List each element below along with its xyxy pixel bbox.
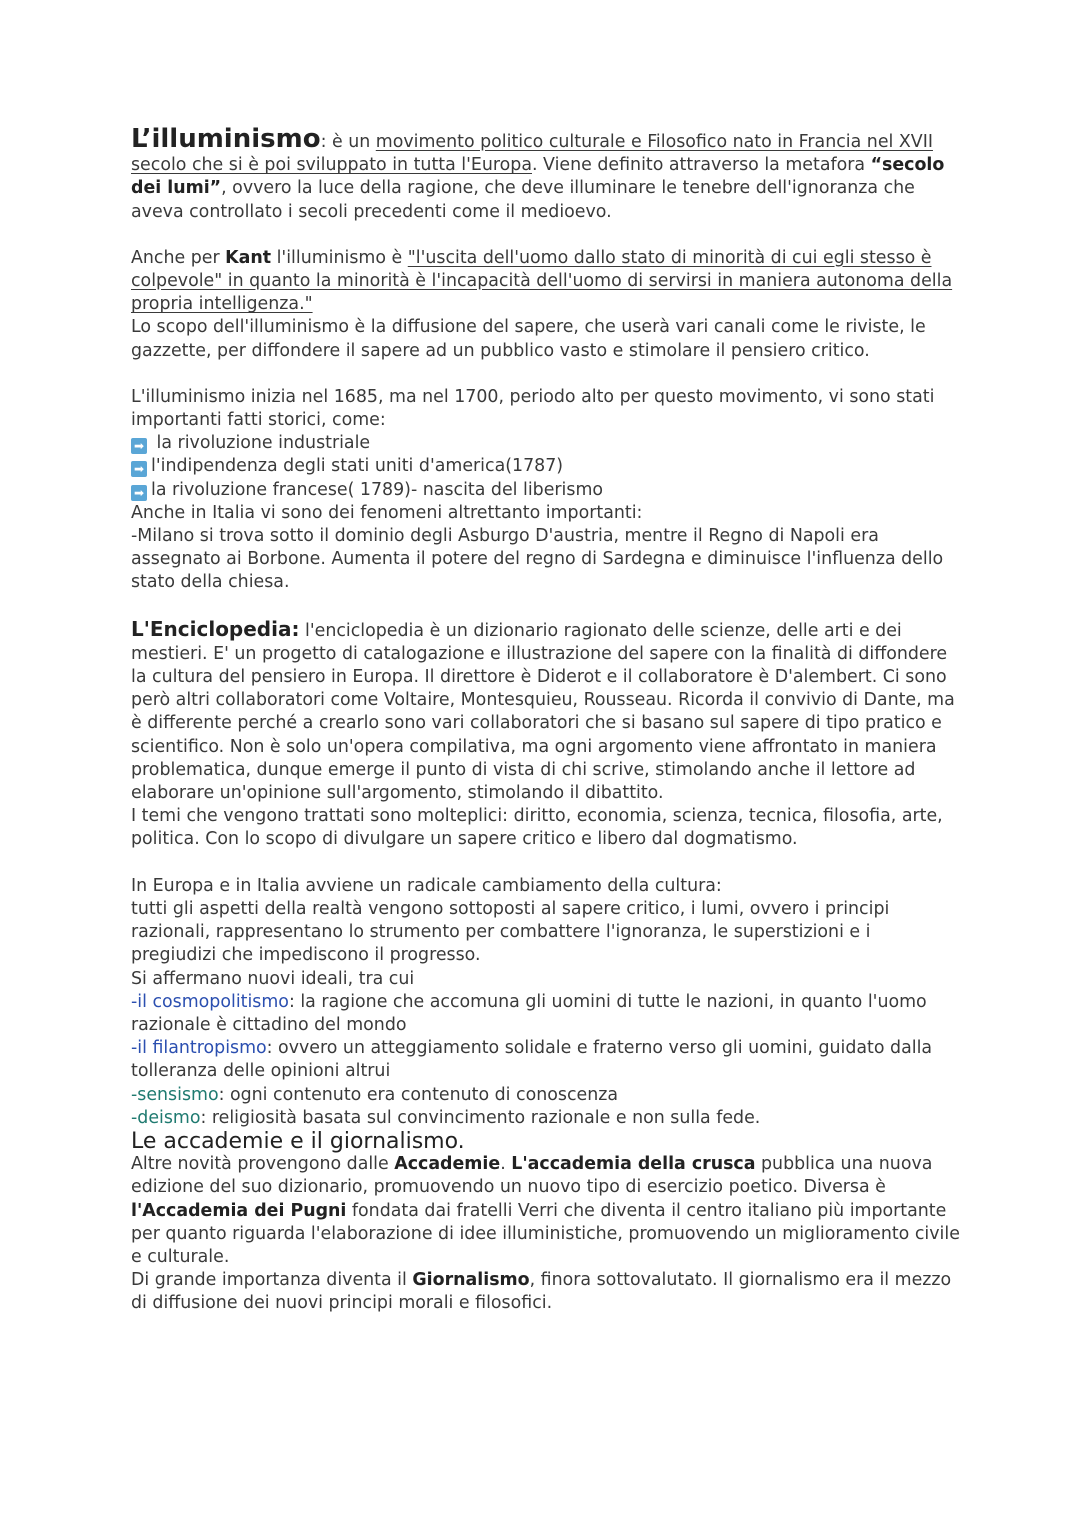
bold-term: Accademie xyxy=(394,1154,501,1175)
ideal-term: -il filantropismo xyxy=(131,1038,267,1059)
paragraph-ideali: Si affermano nuovi ideali, tra cui xyxy=(131,968,415,989)
text: l'illuminismo è xyxy=(271,247,408,268)
paragraph-temi: I temi che vengono trattati sono molteplici: diritto, economia, scienza, tecnica, filosofia, arte, politica. Con lo scopo di divulgare un sapere critico e libero dal dogmatismo. xyxy=(131,806,943,850)
text: pubblica una nuova edizione del suo dizionario, promuovendo un nuovo tipo di esercizio poetico. Diversa è xyxy=(131,1154,933,1198)
list-item-text: la rivoluzione industriale xyxy=(151,433,371,454)
text: Anche per xyxy=(131,247,226,268)
ideal-desc: : religiosità basata sul convincimento razionale e non sulla fede. xyxy=(200,1107,761,1128)
bold-term: l'Accademia dei Pugni xyxy=(131,1200,347,1221)
list-item-text: l'indipendenza degli stati uniti d'america(1787) xyxy=(151,456,564,477)
text: Di grande importanza diventa il xyxy=(131,1270,413,1291)
paragraph-accademie xyxy=(131,1153,961,1269)
ideal-desc: : la ragione che accomuna gli uomini di tutte le nazioni, in quanto l'uomo razionale è cittadino del mondo xyxy=(131,991,927,1035)
paragraph-italia: Anche in Italia vi sono dei fenomeni altrettanto importanti: xyxy=(131,502,643,523)
paragraph-cambiamento: In Europa e in Italia avviene un radicale cambiamento della cultura: xyxy=(131,875,722,896)
paragraph-giornalismo xyxy=(131,1269,961,1315)
ideal-item xyxy=(131,1107,961,1130)
bold-term: Kant xyxy=(225,247,272,268)
paragraph-illuminismo xyxy=(131,124,961,224)
ideal-term: -sensismo xyxy=(131,1084,219,1105)
bold-term: Giornalismo xyxy=(412,1270,530,1291)
paragraph-inizio: L'illuminismo inizia nel 1685, ma nel 1700, periodo alto per questo movimento, vi sono stati importanti fatti storici, come: xyxy=(131,386,935,431)
ideal-desc: : ovvero un atteggiamento solidale e fraterno verso gli uomini, guidato dalla tolleranza delle opinioni altrui xyxy=(131,1038,933,1082)
text: . xyxy=(500,1154,512,1175)
list-item xyxy=(131,455,961,478)
arrow-right-icon: ➡ xyxy=(131,485,147,501)
text: , finora sottovalutato. Il giornalismo era il mezzo di diffusione dei nuovi principi morali e filosofici. xyxy=(131,1270,952,1314)
text: : è un xyxy=(320,132,376,152)
ideal-term: -il cosmopolitismo xyxy=(131,991,289,1012)
kant-quote: "l'uscita dell'uomo dallo stato di minorità di cui egli stesso è colpevole" in quanto la minorità è l'incapacità dell'uomo di servirsi in maniera autonoma della propria intelligenza." xyxy=(131,247,953,315)
text: , ovvero la luce della ragione, che deve illuminare le tenebre dell'ignoranza che aveva controllato i secoli precedenti come il medioevo. xyxy=(131,178,915,222)
paragraph-scopo: Lo scopo dell'illuminismo è la diffusione del sapere, che userà vari canali come le riviste, le gazzette, per diffondere il sapere ad un pubblico vasto e stimolare il pensiero critico. xyxy=(131,317,926,361)
bold-term: “secolo dei lumi” xyxy=(131,155,945,199)
document-content xyxy=(131,124,961,1316)
paragraph-aspetti: tutti gli aspetti della realtà vengono sottoposti al sapere critico, i lumi, ovvero i principi razionali, rappresentano lo strumento per combattere l'ignoranza, le superstizioni e i pregiudizi che impediscono il progresso. xyxy=(131,898,890,966)
heading-illuminismo: L’illuminismo xyxy=(131,124,321,154)
list-item-text: la rivoluzione francese( 1789)- nascita del liberismo xyxy=(151,479,604,500)
text: . Viene definito attraverso la metafora xyxy=(532,155,871,176)
paragraph-kant xyxy=(131,247,961,317)
underlined-definition: movimento politico culturale e Filosofico nato in Francia nel XVII secolo che si è poi sviluppato in tutta l'Europa xyxy=(131,132,933,176)
text: Altre novità provengono dalle xyxy=(131,1154,395,1175)
ideal-term: -deismo xyxy=(131,1107,201,1128)
arrow-right-icon: ➡ xyxy=(131,461,147,477)
list-item xyxy=(131,479,961,502)
ideal-item xyxy=(131,1037,961,1083)
paragraph-milano: -Milano si trova sotto il dominio degli Asburgo D'austria, mentre il Regno di Napoli era assegnato ai Borbone. Aumenta il potere del regno di Sardegna e diminuisce l'influenza dello stato della chiesa. xyxy=(131,526,944,593)
paragraph-enciclopedia xyxy=(131,618,961,806)
heading-enciclopedia: L'Enciclopedia: xyxy=(131,616,300,641)
ideal-item xyxy=(131,991,961,1037)
list-item xyxy=(131,432,961,455)
text: l'enciclopedia è un dizionario ragionato delle scienze, delle arti e dei mestieri. E' un progetto di catalogazione e illustrazione del sapere con la finalità di diffondere la cultura del pensiero in Europa. Il direttore è Diderot e il collaboratore è D'alembert. Ci sono però altri collaboratori come Voltaire, Montesquieu, Rousseau. Ricorda il convivio di Dante, ma è differente perché a crearlo sono vari collaboratori che si basano sul sapere di tipo pratico e scientifico. Non è solo un'opera compilativa, ma ogni argomento viene affrontato in maniera problematica, dunque emerge il punto di vista di chi scrive, stimolando anche il lettore ad elaborare un'opinione sull'argomento, stimolando il dibattito. xyxy=(131,620,955,804)
ideal-item xyxy=(131,1084,961,1107)
bold-term: L'accademia della crusca xyxy=(511,1154,756,1175)
text: fondata dai fratelli Verri che diventa il centro italiano più importante per quanto riguarda l'elaborazione di idee illuministiche, promuovendo un miglioramento civile e culturale. xyxy=(131,1200,960,1267)
heading-accademie: Le accademie e il giornalismo. xyxy=(131,1128,465,1154)
ideal-desc: : ogni contenuto era contenuto di conoscenza xyxy=(218,1084,619,1105)
arrow-right-icon: ➡ xyxy=(131,438,147,454)
